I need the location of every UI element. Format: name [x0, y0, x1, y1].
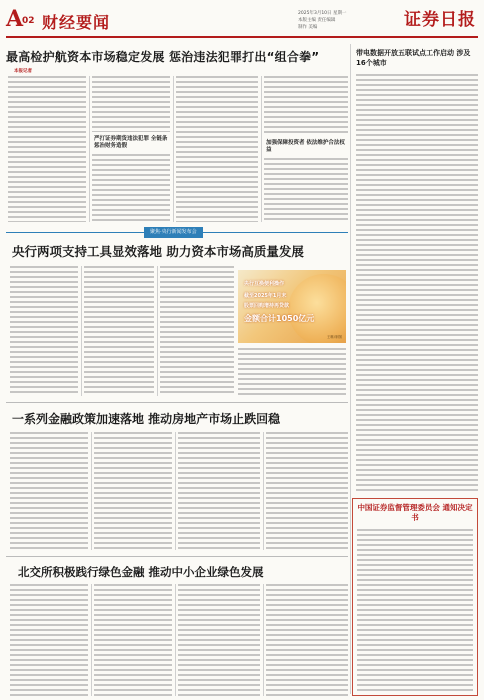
lead-text-column-3	[176, 76, 258, 222]
lead-text-column-2a	[92, 76, 170, 132]
right-headline: 带电数据开放五联试点工作启动 涉及16个城市	[356, 49, 471, 67]
second-text-column-2	[84, 266, 154, 396]
lead-text-column-4a	[264, 76, 348, 136]
section-divider	[6, 402, 348, 403]
column-divider	[263, 432, 264, 550]
meta-design: 制作 美编	[298, 25, 318, 30]
infographic-line-3: 股票回购增持再贷款	[244, 303, 290, 309]
lead-text-column-2b	[92, 154, 170, 222]
lead-subhead: 严打证券期货违法犯罪 全链条惩治财务造假	[94, 136, 168, 149]
page-letter: A	[6, 6, 24, 32]
lead-headline: 最高检护航资本市场稳定发展 惩治违法犯罪打出“组合拳”	[6, 50, 320, 64]
right-text-column	[356, 74, 478, 492]
newspaper-logo: 证券日报	[404, 10, 476, 30]
fourth-text-column-3	[178, 584, 260, 696]
lead-text-column-1	[8, 76, 86, 222]
column-divider	[81, 266, 82, 396]
column-divider	[157, 266, 158, 396]
column-divider	[91, 584, 92, 696]
section-banner	[6, 227, 348, 238]
column-divider	[263, 584, 264, 696]
infographic-line-2: 截至2025年1月末	[244, 293, 287, 299]
infographic-line-1: 央行互换便利操作	[244, 281, 285, 287]
infographic-image	[238, 270, 346, 343]
third-text-column-3	[178, 432, 260, 550]
fourth-text-column-2	[94, 584, 172, 696]
masthead-meta	[298, 10, 398, 31]
notice-title: 中国证券监督管理委员会 通知决定书	[357, 503, 473, 522]
fourth-text-column-1	[10, 584, 88, 696]
fourth-text-column-4	[266, 584, 348, 696]
second-text-column-3	[160, 266, 234, 396]
page-number: 02	[22, 16, 35, 26]
second-text-column-1	[10, 266, 78, 396]
infographic-credit: 王琳/制图	[326, 335, 342, 339]
column-divider	[89, 76, 90, 222]
banner-tag: 聚焦·央行新闻发布会	[144, 227, 203, 238]
column-divider	[175, 432, 176, 550]
third-text-column-4	[266, 432, 348, 550]
right-column-divider	[350, 44, 351, 694]
regulatory-notice-box	[352, 498, 478, 696]
third-text-column-1	[10, 432, 88, 550]
section-divider	[6, 556, 348, 557]
lead-subhead-2: 加强保障投资者 依法维护合法权益	[266, 140, 345, 153]
column-divider	[261, 76, 262, 222]
fourth-headline: 北交所积极践行绿色金融 推动中小企业绿色发展	[18, 565, 264, 579]
third-headline: 一系列金融政策加速落地 推动房地产市场止跌回稳	[12, 412, 281, 426]
third-text-column-2	[94, 432, 172, 550]
lead-byline	[14, 68, 32, 74]
lead-text-column-4b	[264, 158, 348, 222]
second-headline: 央行两项支持工具显效落地 助力资本市场高质量发展	[12, 244, 304, 259]
section-title: 财经要闻	[42, 13, 111, 32]
second-text-column-4	[238, 348, 346, 396]
meta-date: 2025年3月10日 星期一	[298, 11, 347, 16]
column-divider	[175, 584, 176, 696]
column-divider	[91, 432, 92, 550]
notice-text	[357, 529, 473, 691]
masthead	[6, 4, 478, 38]
lead-byline-label: 本报记者	[14, 69, 32, 74]
meta-editor: 本版主编 责任编辑	[298, 18, 336, 23]
infographic-decoration	[288, 274, 346, 343]
infographic-line-4: 金额合计1050亿元	[244, 314, 315, 323]
column-divider	[173, 76, 174, 222]
